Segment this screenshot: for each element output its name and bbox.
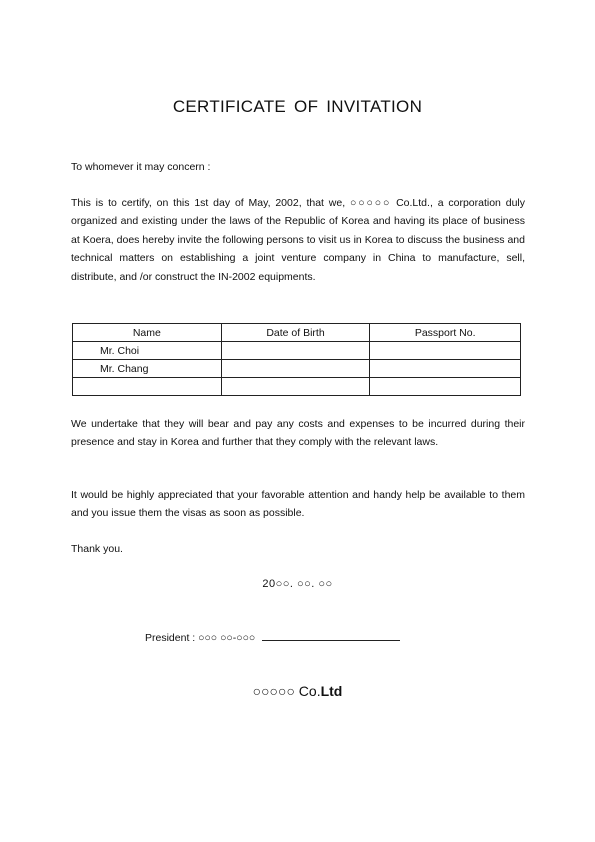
- table-cell-passport-no: [370, 360, 521, 378]
- table-header-row: [73, 324, 521, 342]
- president-label: President :: [145, 632, 196, 644]
- invitees-table: [72, 323, 521, 396]
- undertaking-paragraph: We undertake that they will bear and pay any costs and expenses to be incurred during their presence and stay in Korea and further that they comply with the relevant laws.: [71, 418, 525, 449]
- signature-underline: [262, 631, 400, 641]
- invitation-paragraph: This is to certify, on this 1st day of May, 2002, that we, ○○○○○ Co.Ltd., a corporation duly organized and existing under the laws of the Republic of Korea and having its place of business at Koera, does hereby invite the following persons to visit us in Korea to discuss the business and technical matters on establishing a joint venture company in China to manufacture, sell, distribute, and /or construct the IN-2002 equipments.: [71, 197, 525, 283]
- table-cell-name: Mr. Chang: [73, 360, 222, 378]
- request-paragraph: It would be highly appreciated that your favorable attention and handy help be available to them and you issue them the visas as soon as possible.: [71, 489, 525, 520]
- table-cell-date-of-birth: [221, 360, 370, 378]
- company-name: [0, 683, 595, 699]
- company-name-suffix: Ltd: [320, 683, 343, 699]
- table-cell-date-of-birth: [221, 342, 370, 360]
- president-name: ○○○ ○○-○○○: [198, 632, 256, 644]
- table-cell-name: Mr. Choi: [73, 342, 222, 360]
- table-cell-passport-no: [370, 342, 521, 360]
- column-header-date-of-birth: Date of Birth: [221, 324, 370, 342]
- table-cell-name: [73, 378, 222, 396]
- column-header-name: Name: [73, 324, 222, 342]
- table-row: [73, 360, 521, 378]
- salutation: To whomever it may concern :: [71, 161, 211, 173]
- document-date: 20○○. ○○. ○○: [262, 578, 333, 590]
- table-cell-passport-no: [370, 378, 521, 396]
- table-cell-date-of-birth: [221, 378, 370, 396]
- company-name-prefix: ○○○○○ Co.: [252, 683, 321, 699]
- president-signature-line: [145, 631, 400, 644]
- document-title: CERTIFICATE OF INVITATION: [172, 97, 423, 116]
- column-header-passport-no: Passport No.: [370, 324, 521, 342]
- closing-line: Thank you.: [71, 543, 123, 555]
- table-row: [73, 378, 521, 396]
- table-row: [73, 342, 521, 360]
